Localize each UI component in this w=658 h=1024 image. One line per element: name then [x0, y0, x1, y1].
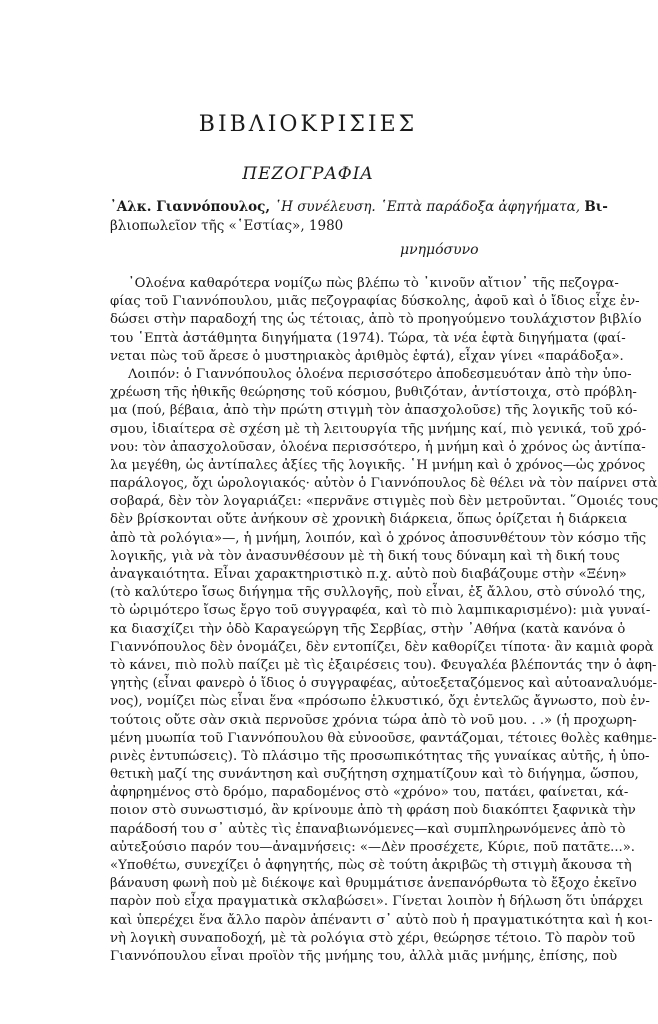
body-line: σμου, ἰδιαίτερα σὲ σχέση μὲ τὴ λειτουργία τῆς μνήμης καί, πιὸ γενικά, τοῦ χρό- [110, 421, 647, 437]
citation-line-1 [110, 198, 608, 217]
body-line: μα (πού, βέβαια, ἀπὸ τὴν πρώτη στιγμὴ τὸν ἀπασχολοῦσε) τῆς λογικῆς τοῦ κό- [110, 403, 638, 419]
body-line: «Υποθέτω, συνεχίζει ὁ ἀφηγητής, πὼς σὲ τούτη ἀκριβῶς τὴ στιγμὴ ἄκουσα τὴ [110, 858, 632, 873]
section-title: ΒΙΒΛΙΟΚΡΙΣΙΕΣ [198, 112, 418, 137]
body-line: μένη μυωπία τοῦ Γιαννόπουλου θὰ εὐνοοῦσε, φαντάζομαι, τέτοιες θολὲς καθημε- [110, 730, 657, 746]
body-line: καὶ ὑπερέχει ἕνα ἄλλο παρὸν ἀπέναντι σ᾿ αὐτὸ ποὺ ἡ πραγματικότητα καὶ ἡ κοι- [110, 912, 653, 928]
body-line: νου: τὸν ἀπασχολοῦσαν, ὁλοένα περισσότερο, ἡ μνήμη καὶ ὁ χρόνος ὡς ἀντίπα- [110, 439, 646, 455]
citation-author: ᾿Αλκ. Γιαννόπουλος, [110, 199, 271, 215]
book-citation [110, 198, 608, 236]
body-line: νεται πὼς τοῦ ἄρεσε ὁ μυστηριακὸς ἀριθμὸς ἑφτά), εἶχαν γίνει «παράδοξα». [110, 348, 624, 364]
body-line: δώσει στὴν παραδοχή της ὡς τέτοιας, ἀπὸ τὸ προηγούμενο τουλάχιστον βιβλίο [110, 312, 642, 328]
body-line: Γιαννόπουλος δὲν ὀνομάζει, δὲν εντοπίζει, δὲν καθορίζει τίποτα· ἂν καμιὰ φορὰ [110, 639, 654, 655]
body-line: παράδοσή του σ᾿ αὐτὲς τὶς ἐπαναβιωνόμενες—καὶ συμπληρωνόμενες ἀπὸ τὸ [110, 821, 626, 837]
body-line: λα μεγέθη, ὡς ἀντίπαλες ἀξίες τῆς λογικῆς. ῾Η μνήμη καὶ ὁ χρόνος—ὡς χρόνος [110, 457, 646, 473]
citation-publisher-start: Βι- [584, 199, 608, 215]
body-line: παρὸν ποὺ εἶχα πραγματικὰ σκλαβώσει». Γίνεται λοιπὸν ἡ δήλωση ὅτι ὑπάρχει [110, 894, 644, 910]
citation-line-2: βλιοπωλεῖον τῆς «῾Εστίας», 1980 [110, 218, 344, 234]
body-line: τούτοις οὔτε σὰν σκιὰ περνοῦσε χρόνια τώρα ἀπὸ τὸ νοῦ μου. . .» (ἡ προχωρη- [110, 712, 637, 728]
body-line: βάναυση φωνὴ ποὺ μὲ διέκοψε καὶ θρυμμάτισε ἀνεπανόρθωτα τὸ ἔξοχο ἐκεῖνο [110, 876, 637, 892]
body-line: γητὴς (εἶναι φανερὸ ὁ ἴδιος ὁ συγγραφέας, αὐτοεξεταζόμενος καὶ αὐτοαναλυόμε- [110, 676, 658, 692]
body-line: θετικὴ μαζί της συνάντηση καὶ συζήτηση σχηματίζουν καὶ τὸ διήγημα, ὥσπου, [110, 767, 639, 783]
body-line: αὐτεξούσιο παρόν του—ἀναμνήσεις: «—Δὲν προσέχετε, Κύριε, ποῦ πατᾶτε...». [110, 839, 635, 855]
body-line: (τὸ καλύτερο ἴσως διήγημα τῆς συλλογῆς, ποὺ εἶναι, ἐξ ἄλλου, στὸ σύνολό της, [110, 585, 646, 601]
reviewer-signature: μνημόσυνο [400, 242, 479, 258]
body-line: ἀπὸ τὰ ρολόγια»—, ἡ μνήμη, λοιπόν, καὶ ὁ χρόνος ἀποσυνθέτουν τὸν κόσμο τῆς [110, 530, 647, 546]
body-line: κα διασχίζει τὴν ὁδὸ Καραγεώργη τῆς Σερβίας, στὴν ᾿Αθήνα (κατὰ κανόνα ὁ [110, 621, 626, 637]
body-line: χρέωση τῆς ἠθικῆς θεώρησης τοῦ κόσμου, βυθιζόταν, ἀντίστοιχα, στὸ πρόβλη- [110, 385, 637, 401]
review-body [110, 275, 658, 966]
body-line: φίας τοῦ Γιαννόπουλου, μιᾶς πεζογραφίας δύσκολης, ἀφοῦ καὶ ὁ ἴδιος εἶχε ἐν- [110, 294, 640, 310]
body-line: ρινὲς ἐντυπώσεις). Τὸ πλάσιμο τῆς προσωπικότητας τῆς γυναίκας αὐτῆς, ἡ ὑπο- [110, 748, 650, 764]
body-line: ᾿Ολοένα καθαρότερα νομίζω πὼς βλέπω τὸ ᾿κινοῦν αἴτιον᾿ τῆς πεζογρα- [128, 276, 619, 291]
body-line: Γιαννόπουλου εἶναι προϊὸν τῆς μνήμης του, ἀλλὰ μιᾶς μνήμης, ἐπίσης, ποὺ [110, 948, 618, 964]
body-line: νος), νομίζει πὼς εἶναι ἕνα «πρόσωπο ἑλκυστικό, ὄχι ἐντελῶς ἄγνωστο, ποὺ ἐν- [110, 694, 650, 710]
body-line: ἀναγκαιότητα. Εἶναι χαρακτηριστικὸ π.χ. αὐτὸ ποὺ διαβάζουμε στὴν «Ξένη» [110, 567, 627, 582]
body-line: του ῾Επτὰ ἀστάθμητα διηγήματα (1974). Τώρα, τὰ νέα ἑφτὰ διηγήματα (φαί- [110, 330, 626, 346]
body-line: δὲν βρίσκονται οὔτε ἀνήκουν σὲ χρονικὴ διάρκεια, ὅπως ὁρίζεται ἡ διάρκεια [110, 512, 628, 528]
body-line: σοβαρά, δὲν τὸν λογαριάζει: «περνᾶνε στιγμὲς ποὺ δὲν μετροῦνται. ῞Ομοιές τους [110, 494, 658, 510]
citation-book-title: ῾Η συνέλευση. ῾Επτὰ παράδοξα ἀφηγήματα, [274, 199, 581, 215]
body-line: ἀφηρημένος στὸ δρόμο, παραδομένος στὸ «χρόνο» του, πατάει, φαίνεται, κά- [110, 785, 629, 801]
body-line: τὸ ὡριμότερο ἴσως ἔργο τοῦ συγγραφέα, καὶ τὸ πιὸ λαμπικαρισμένο): μιὰ γυναί- [110, 603, 651, 619]
body-line: τὸ κάνει, πιὸ πολὺ παίζει μὲ τὶς ἐξαιρέσεις του). Φευγαλέα βλέποντάς την ὁ ἀφη- [110, 657, 657, 673]
body-line: λογικῆς, γιὰ νὰ τὸν ἀνασυνθέσουν μὲ τὴ δική τους δύναμη καὶ τὴ δική τους [110, 548, 620, 564]
category-heading: ΠΕΖΟΓΡΑΦΙΑ [242, 164, 374, 184]
body-line: ποιον στὸ συνωστισμό, ἂν κρίνουμε ἀπὸ τὴ φράση ποὺ διακόπτει ξαφνικὰ τὴν [110, 803, 636, 819]
body-line: νὴ λογικὴ συναποδοχή, μὲ τὰ ρολόγια στὸ χέρι, θεώρησε τέτοιο. Τὸ παρὸν τοῦ [110, 930, 636, 946]
body-line: παράλογος, ὄχι ὡρολογιακός· αὐτὸν ὁ Γιαννόπουλος δὲ θέλει νὰ τὸν παίρνει στὰ [110, 476, 658, 492]
body-line: Λοιπόν: ὁ Γιαννόπουλος ὁλοένα περισσότερο ἀποδεσμευόταν ἀπὸ τὴν ὑπο- [128, 366, 632, 382]
